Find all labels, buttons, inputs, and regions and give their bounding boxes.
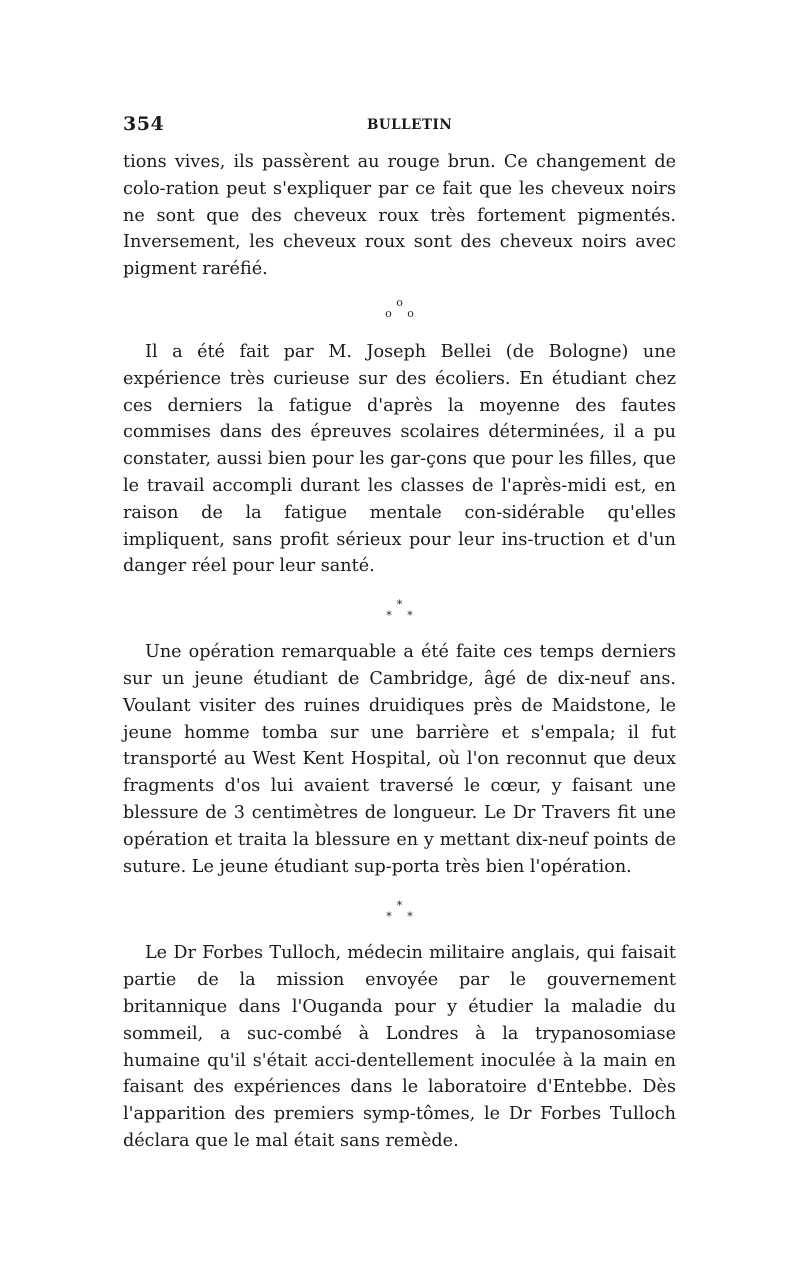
- text-line: ration peut s'expliquer par ce fait que les cheveux noirs ne sont: [123, 178, 676, 226]
- text-line: dentellement inoculée à la main en faisant des expériences dans: [123, 1050, 676, 1098]
- text-line: partie de la mission envoyée par le gouvernement britannique: [123, 970, 676, 1017]
- text-line: sidérable qu'elles impliquent, sans profit sérieux pour leur ins-: [123, 502, 676, 550]
- text-line: Kent Hospital, où l'on reconnut que deux fragments d'os lui: [123, 749, 677, 797]
- page-number: 354: [123, 113, 165, 135]
- separator-mark: o o: [385, 306, 420, 320]
- text-line: visiter des ruines druidiques près de Maidstone, le jeune homme: [123, 695, 676, 743]
- text-line: très curieuse sur des écoliers. En étudiant chez ces derniers la: [123, 368, 677, 416]
- text-line: Il a été fait par M. Joseph Bellei (de Bologne) une expérience: [123, 341, 676, 389]
- running-title: BULLETIN: [367, 117, 453, 133]
- text-line: Une opération remarquable a été faite ces temps derniers sur: [123, 642, 676, 689]
- text-line: truction et d'un danger réel pour leur santé.: [123, 529, 676, 577]
- text-column: [123, 149, 676, 1155]
- text-line: avaient traversé le cœur, y faisant une blessure de 3 centimètres: [123, 776, 676, 823]
- text-line: en y mettant dix-neuf points de suture. Le jeune étudiant sup-: [123, 829, 676, 877]
- asterism: [123, 599, 676, 621]
- text-line: scolaires déterminées, il a pu constater, aussi bien pour les gar-: [123, 422, 676, 470]
- running-head: [123, 113, 676, 137]
- paragraph-bellei-experiment: [123, 339, 676, 580]
- text-line: tomba sur une barrière et s'empala; il fut transporté au West: [123, 722, 677, 770]
- paragraph-cambridge-operation: [123, 639, 676, 880]
- text-line: que des cheveux roux très fortement pigmentés. Inversement,: [123, 205, 676, 253]
- text-line: combé à Londres à la trypanosomiase humaine qu'il s'était acci-: [123, 1023, 676, 1071]
- separator-mark: o: [396, 295, 403, 309]
- text-line: Le Dr Forbes Tulloch, médecin militaire anglais, qui faisait: [145, 943, 676, 964]
- asterism-mark: *: [396, 598, 403, 612]
- text-line: fatigue d'après la moyenne des fautes commises dans des épreuves: [123, 395, 676, 443]
- text-line: le laboratoire d'Entebbe. Dès l'apparition des premiers symp-: [123, 1077, 676, 1125]
- asterism-mark: *: [396, 899, 403, 913]
- text-line: tions vives, ils passèrent au rouge brun. Ce changement de colo-: [123, 152, 676, 199]
- text-line: les cheveux roux sont des cheveux noirs avec pigment raréfié.: [123, 232, 676, 280]
- text-line: classes de l'après-midi est, en raison de la fatigue mentale con-: [123, 475, 676, 523]
- asterism-mark: * *: [386, 910, 419, 924]
- text-line: çons que pour les filles, que le travail accompli durant les: [123, 449, 676, 496]
- paragraph-hair-color: [123, 149, 676, 283]
- asterism: [123, 900, 676, 922]
- text-line: dans l'Ouganda pour y étudier la maladie du sommeil, a suc-: [123, 996, 676, 1044]
- asterism-mark: * *: [386, 609, 419, 623]
- text-line: tômes, le Dr Forbes Tulloch déclara que le mal était sans remède.: [123, 1104, 676, 1151]
- text-line: de longueur. Le Dr Travers fit une opération et traita la blessure: [123, 802, 676, 850]
- paragraph-forbes-tulloch: [123, 940, 676, 1154]
- section-separator: [123, 297, 676, 319]
- text-line: porta très bien l'opération.: [391, 856, 632, 877]
- text-line: un jeune étudiant de Cambridge, âgé de dix-neuf ans. Voulant: [123, 668, 676, 716]
